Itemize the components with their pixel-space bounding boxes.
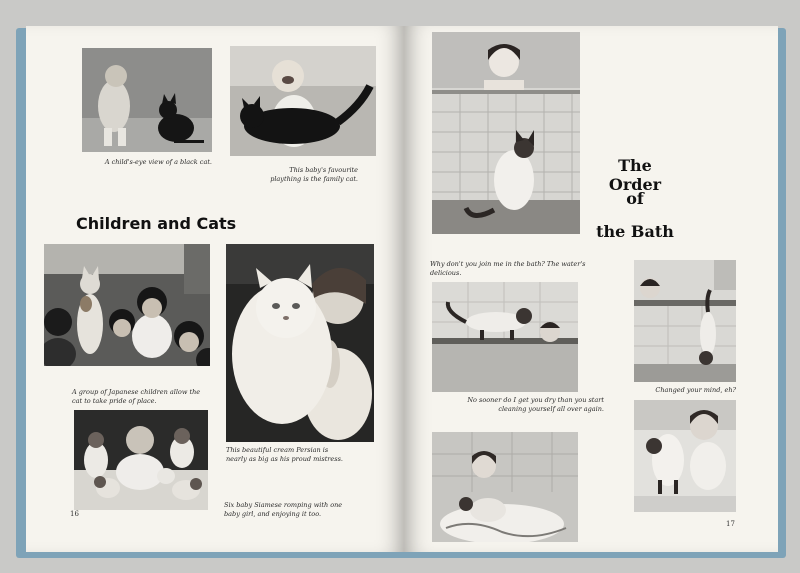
caption-persian: This beautiful cream Persian is nearly as big as his proud mistress. xyxy=(226,446,343,463)
photo-baby-black-cat xyxy=(230,46,376,156)
caption-siamese-babies: Six baby Siamese romping with one baby girl, and enjoying it too. xyxy=(224,501,343,518)
page-number-left: 16 xyxy=(70,510,79,518)
photo-siamese-bath-edge xyxy=(432,282,578,392)
title-line-3: the Bath xyxy=(596,222,674,241)
page-heading: Children and Cats xyxy=(76,214,237,233)
title-line-2: of xyxy=(626,189,644,208)
photo-child-black-cat xyxy=(82,48,212,152)
photo-persian-cat xyxy=(226,244,374,442)
photo-japanese-children xyxy=(44,244,210,366)
photo-siamese-babies xyxy=(74,410,208,510)
right-page xyxy=(404,26,778,552)
caption-join-me: Why don't you join me in the bath? The water's delicious. xyxy=(430,260,586,277)
photo-girl-with-siamese xyxy=(634,400,736,512)
caption-black-cat: A child's-eye view of a black cat. xyxy=(104,158,212,166)
photo-siamese-climbing xyxy=(634,260,736,382)
photo-child-drying-cat xyxy=(432,432,578,542)
caption-japanese-children: A group of Japanese children allow the cat to take pride of place. xyxy=(72,388,201,405)
caption-changed-mind: Changed your mind, eh? xyxy=(655,386,736,394)
caption-dry: No sooner do I get you dry than you start cleaning yourself all over again. xyxy=(467,396,604,413)
title-line-1: The Order xyxy=(608,156,662,194)
photo-girl-and-siamese-bath xyxy=(432,32,580,234)
left-page xyxy=(26,26,404,552)
caption-baby-plaything: This baby's favourite plaything is the family cat. xyxy=(270,166,358,183)
page-number-right: 17 xyxy=(726,520,735,528)
